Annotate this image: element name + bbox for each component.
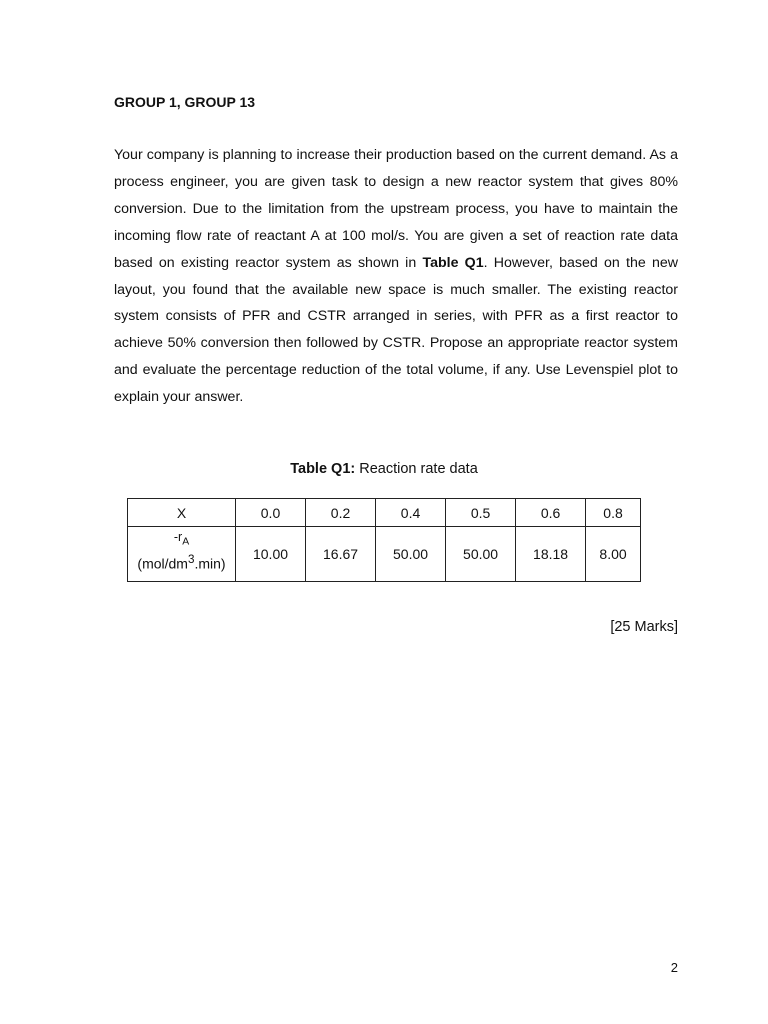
conversion-cell: 0.4 — [376, 499, 446, 527]
conversion-cell: 0.2 — [306, 499, 376, 527]
paragraph-text-2: . However, based on the new layout, you found that the available new space is much smaller. The existing reactor system consists of PFR and CSTR arranged in series, with PFR as a first reactor to achieve 50% conversion then followed by CSTR. Propose an appropriate reactor system and evaluate the percentage reduction of the total volume, if any. Use Levenspiel plot to explain your answer. — [114, 254, 678, 406]
table-caption — [0, 461, 768, 477]
question-paragraph — [114, 142, 678, 411]
conversion-cell: 0.6 — [516, 499, 586, 527]
rate-unit — [128, 551, 235, 573]
conversion-row — [128, 499, 641, 527]
rate-cell: 50.00 — [446, 527, 516, 582]
rate-cell: 16.67 — [306, 527, 376, 582]
rate-unit-pre: (mol/dm — [137, 555, 188, 572]
table-caption-text: Reaction rate data — [355, 461, 478, 477]
table-reference: Table Q1 — [422, 254, 484, 271]
rate-unit-post: .min) — [194, 555, 226, 572]
rate-cell: 8.00 — [586, 527, 641, 582]
paragraph-text-1: Your company is planning to increase their production based on the current demand. As a process engineer, you are given task to design a new reactor system that gives 80% conversion. Due to the limitation from the upstream process, you have to maintain the incoming flow rate of reactant A at 100 mol/s. You are given a set of reaction rate data based on existing reactor system as shown in — [114, 147, 678, 271]
rate-symbol — [128, 529, 235, 551]
reaction-rate-table — [127, 498, 641, 582]
conversion-header: X — [128, 499, 236, 527]
rate-cell: 10.00 — [236, 527, 306, 582]
rate-symbol-main: -r — [173, 530, 183, 545]
conversion-cell: 0.8 — [586, 499, 641, 527]
rate-header — [128, 527, 236, 582]
conversion-cell: 0.5 — [446, 499, 516, 527]
rate-row — [128, 527, 641, 582]
rate-symbol-sub: A — [182, 536, 190, 548]
conversion-cell: 0.0 — [236, 499, 306, 527]
rate-cell: 18.18 — [516, 527, 586, 582]
rate-unit-sup: 3 — [187, 552, 195, 566]
table-caption-label: Table Q1: — [290, 461, 356, 477]
marks-label: [25 Marks] — [610, 619, 678, 635]
group-heading: GROUP 1, GROUP 13 — [114, 94, 256, 110]
rate-cell: 50.00 — [376, 527, 446, 582]
page-number: 2 — [670, 960, 678, 975]
